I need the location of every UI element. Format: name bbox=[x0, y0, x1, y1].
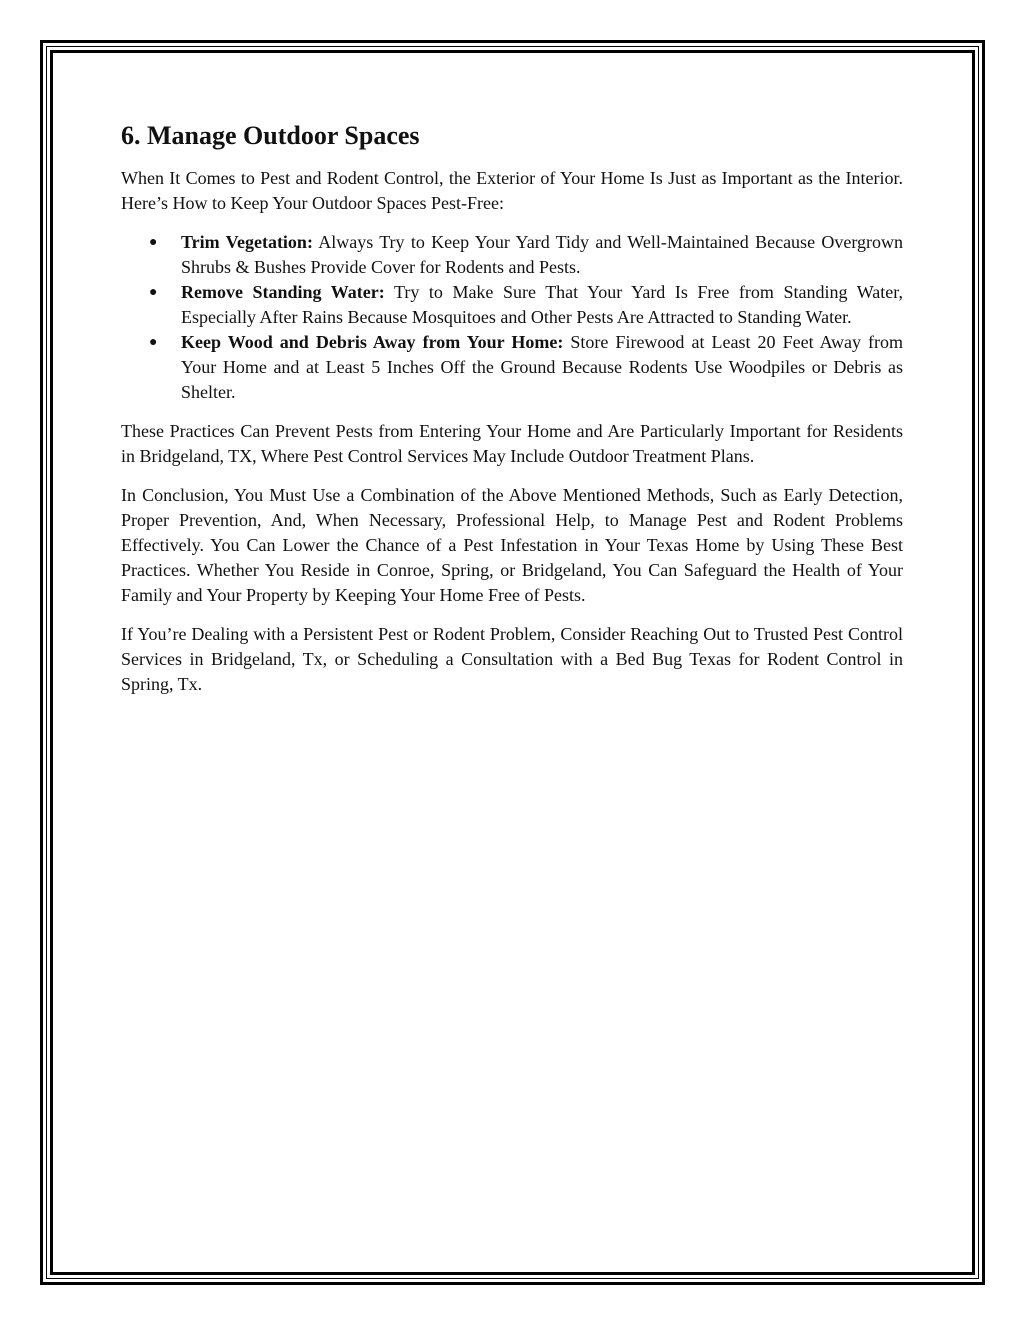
tip-text: Always Try to Keep Your Yard Tidy and Well-Maintained Because Overgrown Shrubs & Bushes Provide Cover for Rodents and Pests. bbox=[181, 232, 903, 277]
document-content bbox=[121, 120, 903, 711]
tip-title: Remove Standing Water: bbox=[181, 282, 385, 302]
tip-text: Store Firewood at Least 20 Feet Away from Your Home and at Least 5 Inches Off the Ground Because Rodents Use Woodpiles or Debris as Shelter. bbox=[181, 332, 903, 402]
tip-item-trim-vegetation bbox=[149, 230, 903, 280]
bullet-icon: ● bbox=[149, 285, 158, 300]
bullet-icon: ● bbox=[149, 235, 158, 250]
bullet-icon: ● bbox=[149, 335, 158, 350]
tip-item-remove-standing-water bbox=[149, 280, 903, 330]
tip-text: Try to Make Sure That Your Yard Is Free from Standing Water, Especially After Rains Because Mosquitoes and Other Pests Are Attracted to Standing Water. bbox=[181, 282, 903, 327]
intro-paragraph: When It Comes to Pest and Rodent Control, the Exterior of Your Home Is Just as Important as the Interior. Here’s How to Keep Your Outdoor Spaces Pest-Free: bbox=[121, 168, 903, 213]
conclusion-paragraph: In Conclusion, You Must Use a Combination of the Above Mentioned Methods, Such as Early Detection, Proper Prevention, And, When Necessary, Professional Help, to Manage Pest and Rodent Problems Effectively. You Can Lower the Chance of a Pest Infestation in Your Texas Home by Using These Best Practices. Whether You Reside in Conroe, Spring, or Bridgeland, You Can Safeguard the Health of Your Family and Your Property by Keeping Your Home Free of Pests. bbox=[121, 485, 903, 605]
section-heading: 6. Manage Outdoor Spaces bbox=[121, 121, 420, 150]
tip-title: Keep Wood and Debris Away from Your Home: bbox=[181, 332, 564, 352]
call-to-action-paragraph: If You’re Dealing with a Persistent Pest or Rodent Problem, Consider Reaching Out to Trusted Pest Control Services in Bridgeland, Tx, or Scheduling a Consultation with a Bed Bug Texas for Rodent Control in Spring, Tx. bbox=[121, 624, 903, 694]
tip-title: Trim Vegetation: bbox=[181, 232, 313, 252]
tips-list bbox=[121, 230, 903, 405]
practices-paragraph: These Practices Can Prevent Pests from Entering Your Home and Are Particularly Important for Residents in Bridgeland, TX, Where Pest Control Services May Include Outdoor Treatment Plans. bbox=[121, 421, 903, 466]
tip-item-keep-wood-away bbox=[149, 330, 903, 405]
